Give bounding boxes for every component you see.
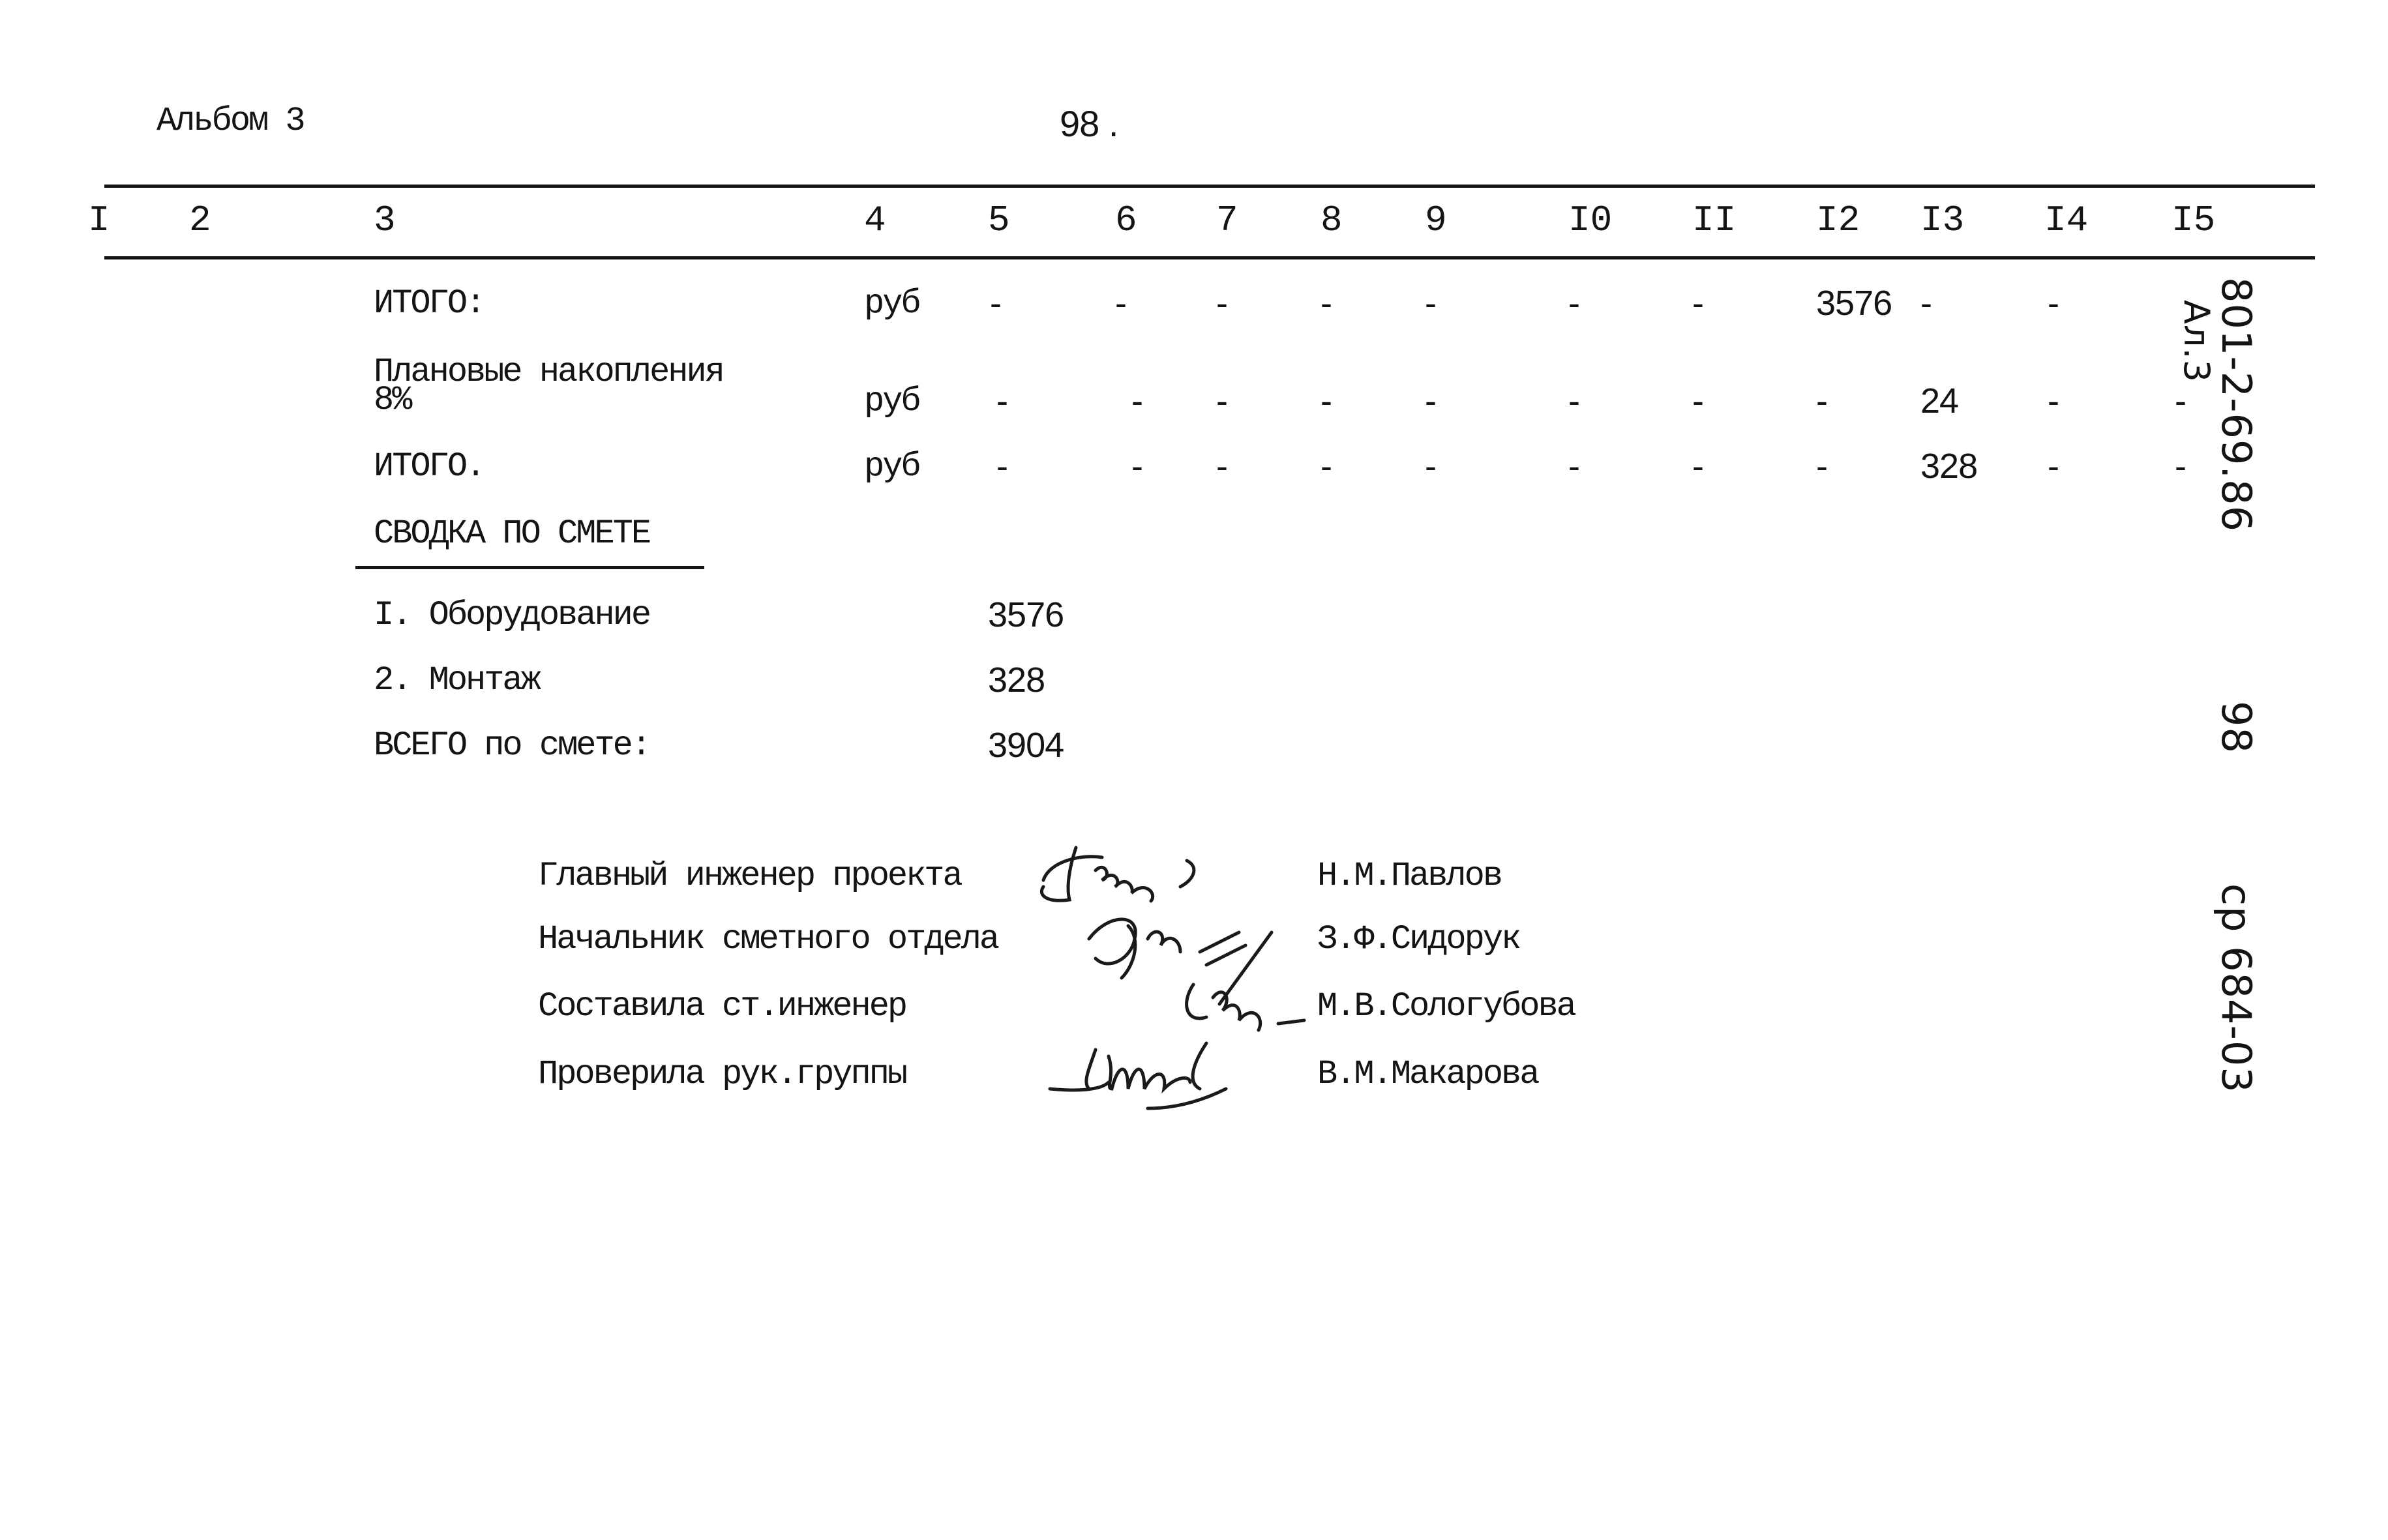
table-cell: -	[2175, 447, 2186, 486]
column-header: I4	[2044, 200, 2089, 241]
summary-item-label: ВСЕГО по смете:	[374, 726, 650, 765]
margin-inventory-number: ср 684-03	[2213, 883, 2260, 1093]
table-cell: -	[1425, 284, 1436, 323]
signatory-name: В.М.Макарова	[1317, 1055, 1538, 1093]
table-cell: -	[1568, 447, 1579, 486]
column-header: 2	[189, 200, 211, 241]
table-cell: -	[2175, 381, 2186, 421]
table-cell: 328	[1920, 447, 1978, 486]
table-cell: -	[1425, 381, 1436, 421]
table-cell: -	[2048, 447, 2059, 486]
table-cell: -	[2048, 381, 2059, 421]
table-cell: -	[1568, 284, 1579, 323]
summary-item-value: 3904	[988, 726, 1064, 765]
table-cell: -	[996, 381, 1007, 421]
signatory-position: Проверила рук.группы	[538, 1055, 906, 1093]
column-header: 9	[1425, 200, 1447, 241]
summary-title-underline	[355, 566, 704, 569]
table-header-rule	[104, 256, 2315, 259]
table-cell: -	[1425, 447, 1436, 486]
signatory-position: Главный инженер проекта	[538, 857, 961, 895]
table-cell: -	[1692, 447, 1703, 486]
table-cell: -	[1321, 284, 1332, 323]
column-header: I0	[1568, 200, 1613, 241]
row-label-percent: 8%	[374, 381, 411, 419]
row-label: ИТОГО.	[374, 447, 485, 486]
margin-album-ref: Ал.3	[2176, 300, 2217, 383]
signatory-name: Н.М.Павлов	[1317, 857, 1502, 895]
column-header: 3	[374, 200, 396, 241]
summary-title: СВОДКА ПО СМЕТЕ	[374, 514, 650, 553]
signatory-position: Составила ст.инженер	[538, 987, 906, 1026]
table-cell: -	[1568, 381, 1579, 421]
table-cell: -	[1216, 447, 1227, 486]
table-cell: -	[1321, 381, 1332, 421]
table-cell: -	[1692, 381, 1703, 421]
table-cell: -	[1131, 381, 1142, 421]
column-header: I	[88, 200, 110, 241]
summary-item-label: I. Оборудование	[374, 596, 650, 634]
summary-item-value: 3576	[988, 595, 1064, 634]
column-header: 4	[864, 200, 886, 241]
row-unit: руб	[864, 382, 919, 421]
table-cell: 24	[1920, 381, 1959, 421]
margin-doc-code: 801-2-69.86	[2213, 277, 2260, 533]
table-cell: -	[1920, 284, 1932, 323]
signatory-name: З.Ф.Сидорук	[1317, 920, 1520, 958]
row-label: Плановые накопления	[374, 353, 723, 391]
signatory-name: М.В.Сологубова	[1317, 987, 1575, 1026]
page-number: 98 .	[1060, 103, 1118, 144]
table-cell: -	[1816, 381, 1827, 421]
album-label: Альбом 3	[157, 102, 304, 140]
signature-makarova	[1043, 1030, 1304, 1115]
table-top-rule	[104, 185, 2315, 188]
signatory-position: Начальник сметного отдела	[538, 920, 998, 958]
column-header: I5	[2172, 200, 2216, 241]
column-header: I2	[1816, 200, 1860, 241]
summary-item-value: 328	[988, 660, 1045, 700]
row-unit: руб	[864, 284, 919, 323]
table-cell: -	[1321, 447, 1332, 486]
margin-page-number: 98	[2213, 701, 2260, 754]
column-header: I3	[1920, 200, 1965, 241]
row-label: ИТОГО:	[374, 284, 485, 323]
table-cell: -	[1131, 447, 1142, 486]
table-cell: -	[996, 447, 1007, 486]
column-header: II	[1692, 200, 1737, 241]
table-cell: -	[1692, 284, 1703, 323]
column-header: 5	[988, 200, 1010, 241]
table-cell: -	[1115, 284, 1126, 323]
row-unit: руб	[864, 447, 919, 486]
table-cell: -	[1216, 284, 1227, 323]
summary-item-label: 2. Монтаж	[374, 661, 539, 700]
table-cell: -	[1816, 447, 1827, 486]
signature-sologubova	[1167, 965, 1324, 1037]
column-header: 7	[1216, 200, 1238, 241]
column-header: 6	[1115, 200, 1137, 241]
table-cell: -	[2048, 284, 2059, 323]
table-cell: 3576	[1816, 284, 1892, 323]
table-cell: -	[1216, 381, 1227, 421]
column-header: 8	[1321, 200, 1343, 241]
table-cell: -	[990, 284, 1001, 323]
